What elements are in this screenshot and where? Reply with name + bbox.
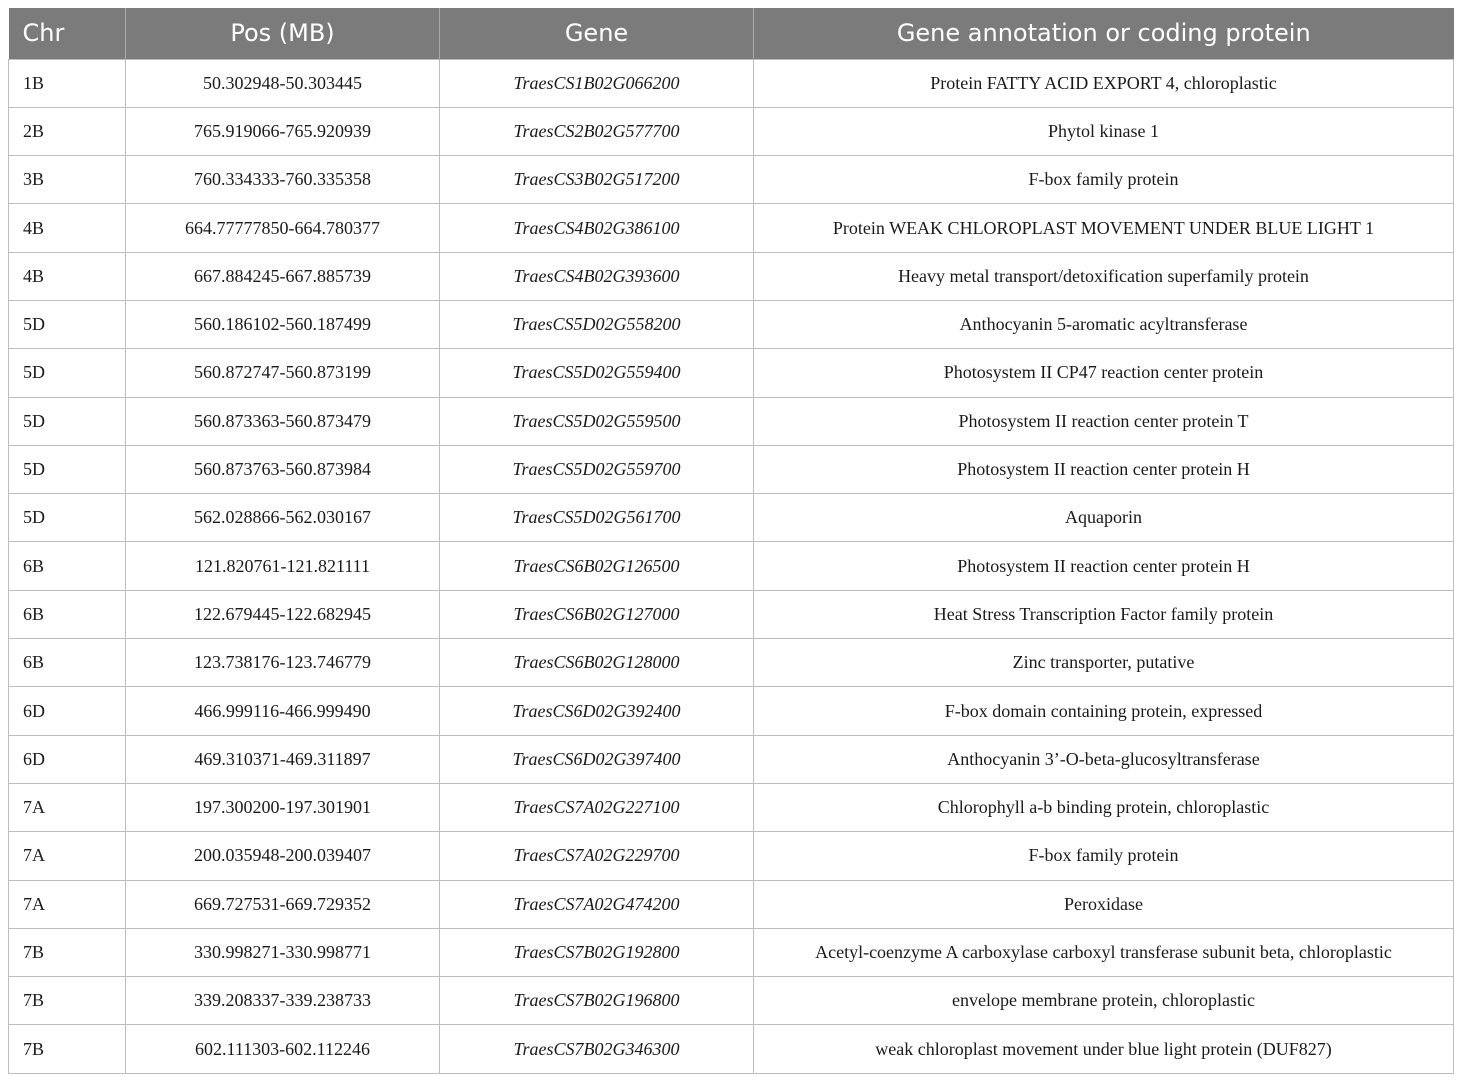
cell-gene: TraesCS7A02G474200 — [440, 880, 754, 928]
cell-chr: 7A — [9, 832, 126, 880]
cell-chr: 6D — [9, 735, 126, 783]
cell-pos: 765.919066-765.920939 — [126, 107, 440, 155]
cell-pos: 200.035948-200.039407 — [126, 832, 440, 880]
cell-pos: 123.738176-123.746779 — [126, 639, 440, 687]
cell-gene: TraesCS7A02G229700 — [440, 832, 754, 880]
cell-annotation: Phytol kinase 1 — [754, 107, 1454, 155]
table-row — [9, 156, 1454, 204]
cell-annotation: weak chloroplast movement under blue light protein (DUF827) — [754, 1025, 1454, 1073]
cell-annotation: Peroxidase — [754, 880, 1454, 928]
table-row — [9, 494, 1454, 542]
cell-chr: 4B — [9, 252, 126, 300]
cell-pos: 50.302948-50.303445 — [126, 59, 440, 107]
table-row — [9, 252, 1454, 300]
table-row — [9, 590, 1454, 638]
cell-chr: 6B — [9, 542, 126, 590]
cell-annotation: Heat Stress Transcription Factor family protein — [754, 590, 1454, 638]
cell-chr: 2B — [9, 107, 126, 155]
cell-chr: 1B — [9, 59, 126, 107]
table-row — [9, 783, 1454, 831]
cell-pos: 197.300200-197.301901 — [126, 783, 440, 831]
cell-chr: 5D — [9, 494, 126, 542]
cell-pos: 560.873763-560.873984 — [126, 445, 440, 493]
cell-gene: TraesCS7B02G192800 — [440, 928, 754, 976]
cell-annotation: envelope membrane protein, chloroplastic — [754, 977, 1454, 1025]
cell-gene: TraesCS7B02G196800 — [440, 977, 754, 1025]
cell-pos: 667.884245-667.885739 — [126, 252, 440, 300]
cell-annotation: Heavy metal transport/detoxification superfamily protein — [754, 252, 1454, 300]
cell-chr: 5D — [9, 300, 126, 348]
cell-chr: 5D — [9, 397, 126, 445]
table-row — [9, 397, 1454, 445]
cell-gene: TraesCS6D02G397400 — [440, 735, 754, 783]
cell-annotation: Photosystem II reaction center protein H — [754, 445, 1454, 493]
cell-chr: 6B — [9, 590, 126, 638]
cell-pos: 469.310371-469.311897 — [126, 735, 440, 783]
table-row — [9, 735, 1454, 783]
cell-pos: 664.77777850-664.780377 — [126, 204, 440, 252]
cell-gene: TraesCS4B02G393600 — [440, 252, 754, 300]
table-row — [9, 542, 1454, 590]
cell-gene: TraesCS7B02G346300 — [440, 1025, 754, 1073]
table-row — [9, 977, 1454, 1025]
cell-chr: 7A — [9, 880, 126, 928]
cell-annotation: Photosystem II reaction center protein H — [754, 542, 1454, 590]
cell-annotation: F-box family protein — [754, 832, 1454, 880]
cell-gene: TraesCS6B02G126500 — [440, 542, 754, 590]
cell-gene: TraesCS5D02G559500 — [440, 397, 754, 445]
cell-pos: 466.999116-466.999490 — [126, 687, 440, 735]
cell-pos: 330.998271-330.998771 — [126, 928, 440, 976]
cell-pos: 562.028866-562.030167 — [126, 494, 440, 542]
cell-gene: TraesCS6B02G127000 — [440, 590, 754, 638]
cell-chr: 5D — [9, 349, 126, 397]
cell-annotation: Protein FATTY ACID EXPORT 4, chloroplastic — [754, 59, 1454, 107]
table-row — [9, 107, 1454, 155]
cell-annotation: Photosystem II CP47 reaction center protein — [754, 349, 1454, 397]
table-row — [9, 300, 1454, 348]
cell-annotation: Aquaporin — [754, 494, 1454, 542]
cell-pos: 560.872747-560.873199 — [126, 349, 440, 397]
cell-annotation: Protein WEAK CHLOROPLAST MOVEMENT UNDER BLUE LIGHT 1 — [754, 204, 1454, 252]
table-row — [9, 59, 1454, 107]
cell-chr: 6D — [9, 687, 126, 735]
cell-pos: 121.820761-121.821111 — [126, 542, 440, 590]
cell-pos: 560.186102-560.187499 — [126, 300, 440, 348]
cell-gene: TraesCS1B02G066200 — [440, 59, 754, 107]
cell-annotation: Anthocyanin 5-aromatic acyltransferase — [754, 300, 1454, 348]
cell-annotation: Anthocyanin 3’-O-beta-glucosyltransferase — [754, 735, 1454, 783]
cell-chr: 3B — [9, 156, 126, 204]
table-row — [9, 204, 1454, 252]
table-body — [9, 59, 1454, 1073]
table-row — [9, 349, 1454, 397]
cell-chr: 7B — [9, 928, 126, 976]
table-row — [9, 832, 1454, 880]
cell-chr: 6B — [9, 639, 126, 687]
table-row — [9, 639, 1454, 687]
cell-gene: TraesCS5D02G561700 — [440, 494, 754, 542]
cell-pos: 602.111303-602.112246 — [126, 1025, 440, 1073]
cell-annotation: Acetyl-coenzyme A carboxylase carboxyl transferase subunit beta, chloroplastic — [754, 928, 1454, 976]
cell-chr: 7B — [9, 977, 126, 1025]
cell-annotation: F-box domain containing protein, expressed — [754, 687, 1454, 735]
cell-gene: TraesCS3B02G517200 — [440, 156, 754, 204]
cell-annotation: Chlorophyll a-b binding protein, chloroplastic — [754, 783, 1454, 831]
cell-gene: TraesCS5D02G559400 — [440, 349, 754, 397]
cell-annotation: F-box family protein — [754, 156, 1454, 204]
cell-pos: 560.873363-560.873479 — [126, 397, 440, 445]
cell-gene: TraesCS6B02G128000 — [440, 639, 754, 687]
cell-chr: 5D — [9, 445, 126, 493]
table-row — [9, 928, 1454, 976]
cell-pos: 122.679445-122.682945 — [126, 590, 440, 638]
header-annotation: Gene annotation or coding protein — [896, 19, 1311, 48]
cell-gene: TraesCS2B02G577700 — [440, 107, 754, 155]
cell-pos: 669.727531-669.729352 — [126, 880, 440, 928]
cell-chr: 7A — [9, 783, 126, 831]
cell-gene: TraesCS5D02G558200 — [440, 300, 754, 348]
cell-gene: TraesCS4B02G386100 — [440, 204, 754, 252]
cell-gene: TraesCS7A02G227100 — [440, 783, 754, 831]
header-gene: Gene — [440, 8, 754, 59]
cell-gene: TraesCS6D02G392400 — [440, 687, 754, 735]
cell-pos: 760.334333-760.335358 — [126, 156, 440, 204]
cell-annotation: Zinc transporter, putative — [754, 639, 1454, 687]
cell-chr: 4B — [9, 204, 126, 252]
header-row — [9, 8, 1454, 59]
table-row — [9, 445, 1454, 493]
cell-pos: 339.208337-339.238733 — [126, 977, 440, 1025]
cell-annotation: Photosystem II reaction center protein T — [754, 397, 1454, 445]
table-header — [9, 8, 1454, 59]
header-pos: Pos (MB) — [126, 8, 440, 59]
gene-table — [8, 8, 1454, 1074]
cell-gene: TraesCS5D02G559700 — [440, 445, 754, 493]
table-row — [9, 1025, 1454, 1073]
cell-chr: 7B — [9, 1025, 126, 1073]
table-row — [9, 687, 1454, 735]
table-row — [9, 880, 1454, 928]
header-chr: Chr — [9, 8, 126, 59]
